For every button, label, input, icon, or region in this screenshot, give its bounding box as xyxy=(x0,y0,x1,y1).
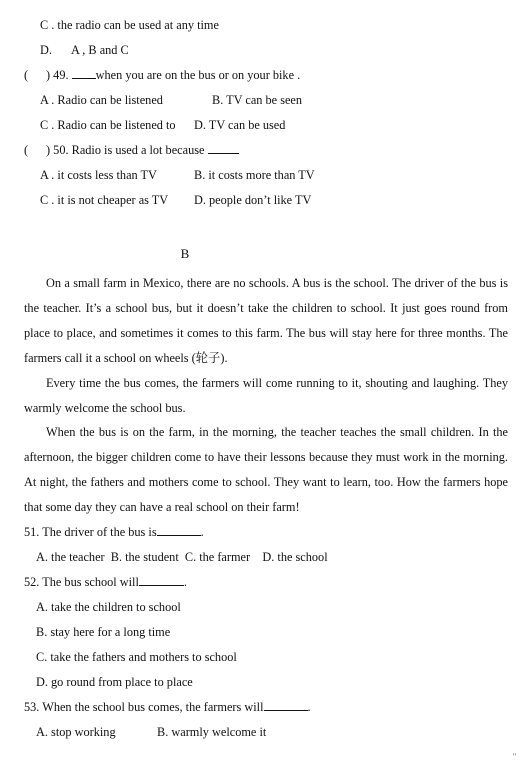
q50-option-a: A . it costs less than TV xyxy=(40,168,157,182)
q53-question: 53. When the school bus comes, the farmers will xyxy=(24,700,264,714)
q53-option-b: B. warmly welcome it xyxy=(157,725,267,739)
q49-question: when you are on the bus or on your bike . xyxy=(95,68,301,82)
q50-option-d: D. people don’t like TV xyxy=(194,193,312,207)
q50-option-c: C . it is not cheaper as TV xyxy=(40,193,169,207)
q52-period: . xyxy=(183,575,187,589)
q49-option-c: C . Radio can be listened to xyxy=(40,118,176,132)
q48-option-d-letter: D. xyxy=(40,43,52,57)
q50-question: ) 50. Radio is used a lot because xyxy=(46,143,205,157)
q50-paren: ( xyxy=(24,143,29,157)
q51-question: 51. The driver of the bus is xyxy=(24,525,157,539)
q49-paren: ( xyxy=(24,68,29,82)
q53-stem xyxy=(24,699,311,715)
passage-paragraph-3: When the bus is on the farm, in the morning, the teacher teaches the small children. In the afternoon, the bigger children come to have their lessons because they must work in the morning. At night, the fathers and mothers come to school. They want to learn, too. How the farmers hope that some day they can have a real school on their farm! xyxy=(24,425,508,514)
q48-option-d: A , B and C xyxy=(71,43,129,57)
q52-option-b: B. stay here for a long time xyxy=(36,625,171,639)
q50-stem xyxy=(46,142,239,158)
section-b-title: B xyxy=(180,246,190,261)
q51-period: . xyxy=(200,525,204,539)
q48-option-c: C . the radio can be used at any time xyxy=(40,18,219,32)
q50-option-b: B. it costs more than TV xyxy=(194,168,315,182)
page-corner-mark: '' xyxy=(513,752,516,761)
q49-option-d: D. TV can be used xyxy=(194,118,286,132)
q49-number: ) 49. xyxy=(46,68,69,82)
q53-period: . xyxy=(307,700,311,714)
q52-option-a: A. take the children to school xyxy=(36,600,181,614)
q52-question: 52. The bus school will xyxy=(24,575,139,589)
q49-option-b: B. TV can be seen xyxy=(212,93,303,107)
q51-options: A. the teacher B. the student C. the farmer D. the school xyxy=(36,550,328,564)
q52-stem xyxy=(24,574,187,590)
q51-answer-blank xyxy=(157,524,201,536)
q52-option-c: C. take the fathers and mothers to school xyxy=(36,650,237,664)
q49-answer-blank xyxy=(72,67,96,79)
q51-stem xyxy=(24,524,204,540)
passage-paragraph-2: Every time the bus comes, the farmers will come running to it, shouting and laughing. They warmly welcome the school bus. xyxy=(24,376,508,415)
q50-answer-blank xyxy=(208,142,239,154)
q52-option-d: D. go round from place to place xyxy=(36,675,193,689)
q53-option-a: A. stop working xyxy=(36,725,116,739)
q49-option-a: A . Radio can be listened xyxy=(40,93,163,107)
q53-answer-blank xyxy=(264,699,308,711)
passage-paragraph-1: On a small farm in Mexico, there are no schools. A bus is the school. The driver of the bus is the teacher. It’s a school bus, but it doesn’t take the children to school. It just goes round from place to place, and sometimes it comes to this farm. The bus will stay here for three months. The farmers call it a school on wheels (轮子). xyxy=(24,276,508,365)
q52-answer-blank xyxy=(139,574,184,586)
q49-stem xyxy=(46,67,300,83)
